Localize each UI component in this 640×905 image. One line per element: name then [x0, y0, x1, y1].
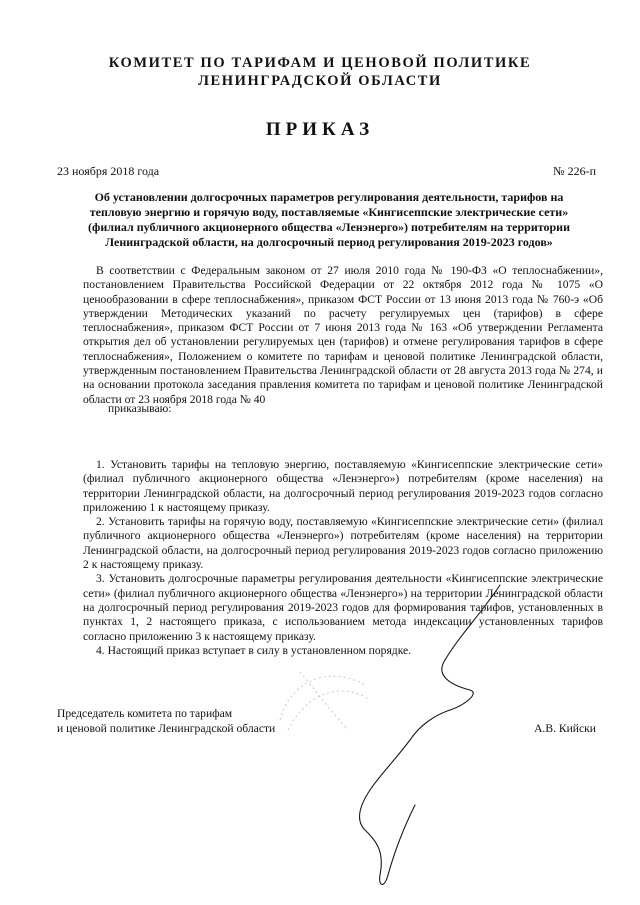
order-item-1: 1. Установить тарифы на тепловую энергию, поставляемую «Кингисеппские электрические сети» (филиал публичного акционерного общества «Ленэнерго») потребителям (кроме населения) на территории Ленинградской области, на долгосрочный период регулирования 2019-2023 годов согласно приложению 1 к настоящему приказу. — [83, 458, 603, 514]
signer-name: А.В. Кийски — [534, 722, 596, 735]
subject-line: тепловую энергию и горячую воду, поставляемые «Кингисеппские электрические сети» — [89, 205, 569, 219]
order-item-2: 2. Установить тарифы на горячую воду, поставляемую «Кингисеппские электрические сети» (филиал публичного акционерного общества «Ленэнерго») потребителям (кроме населения) на территории Ленинградской области, на долгосрочный период регулирования 2019-2023 годов согласно приложению 2 к настоящему приказу. — [83, 515, 603, 572]
preamble-paragraph: В соответствии с Федеральным законом от 27 июля 2010 года № 190-ФЗ «О теплоснабжении», постановлением Правительства Российской Федерации от 22 октября 2012 года № 1075 «О ценообразовании в сфере теплоснабжения», приказом ФСТ России от 13 июня 2013 года № 760-э «Об утверждении Методических указаний по расчету регулируемых цен (тарифов) в сфере теплоснабжения», приказом ФСТ России от 7 июня 2013 года № 163 «Об утверждении Регламента открытия дел об установлении регулируемых цен (тарифов) и отмене регулирования тарифов в сфере теплоснабжения», Положением о комитете по тарифам и ценовой политике Ленинградской области, утвержденным постановлением Правительства Ленинградской области от 28 августа 2013 года № 274, и на основании протокола заседания правления комитета по тарифам и ценовой политике Ленинградской области от 23 ноября 2018 года № 40 — [83, 264, 603, 406]
document-number: № 226-п — [553, 164, 596, 178]
organization-header — [0, 54, 640, 90]
handwritten-signature — [340, 575, 520, 895]
signer-position-line1: Председатель комитета по тарифам — [57, 707, 233, 720]
signer-position — [57, 707, 275, 736]
document-date: 23 ноября 2018 года — [57, 164, 160, 178]
org-name-line2: ЛЕНИНГРАДСКОЙ ОБЛАСТИ — [198, 73, 442, 89]
subject-line: Ленинградской области, на долгосрочный период регулирования 2019-2023 годов» — [105, 235, 553, 249]
org-name-line1: КОМИТЕТ ПО ТАРИФАМ И ЦЕНОВОЙ ПОЛИТИКЕ — [108, 55, 532, 71]
signer-position-line2: и ценовой политике Ленинградской области — [57, 721, 276, 735]
order-item-3: 3. Установить долгосрочные параметры регулирования деятельности «Кингисеппские электрические сети» (филиал публичного акционерного общества «Ленэнерго») на территории Ленинградской области на долгосрочный период регулирования 2019-2023 годов для формирования тарифов, установленных в пунктах 1, 2 настоящего приказа, с использованием метода индексации установленных тарифов согласно приложению 3 к настоящему приказу. — [83, 572, 603, 643]
order-word: приказываю: — [108, 402, 172, 415]
subject-line: Об установлении долгосрочных параметров регулирования деятельности, тарифов на — [94, 190, 564, 204]
document-subject — [64, 190, 594, 250]
document-title: ПРИКАЗ — [265, 119, 375, 140]
subject-line: (филиал публичного акционерного общества «Ленэнерго») потребителям на территории — [88, 220, 570, 234]
order-item-4: 4. Настоящий приказ вступает в силу в установленном порядке. — [96, 643, 412, 657]
